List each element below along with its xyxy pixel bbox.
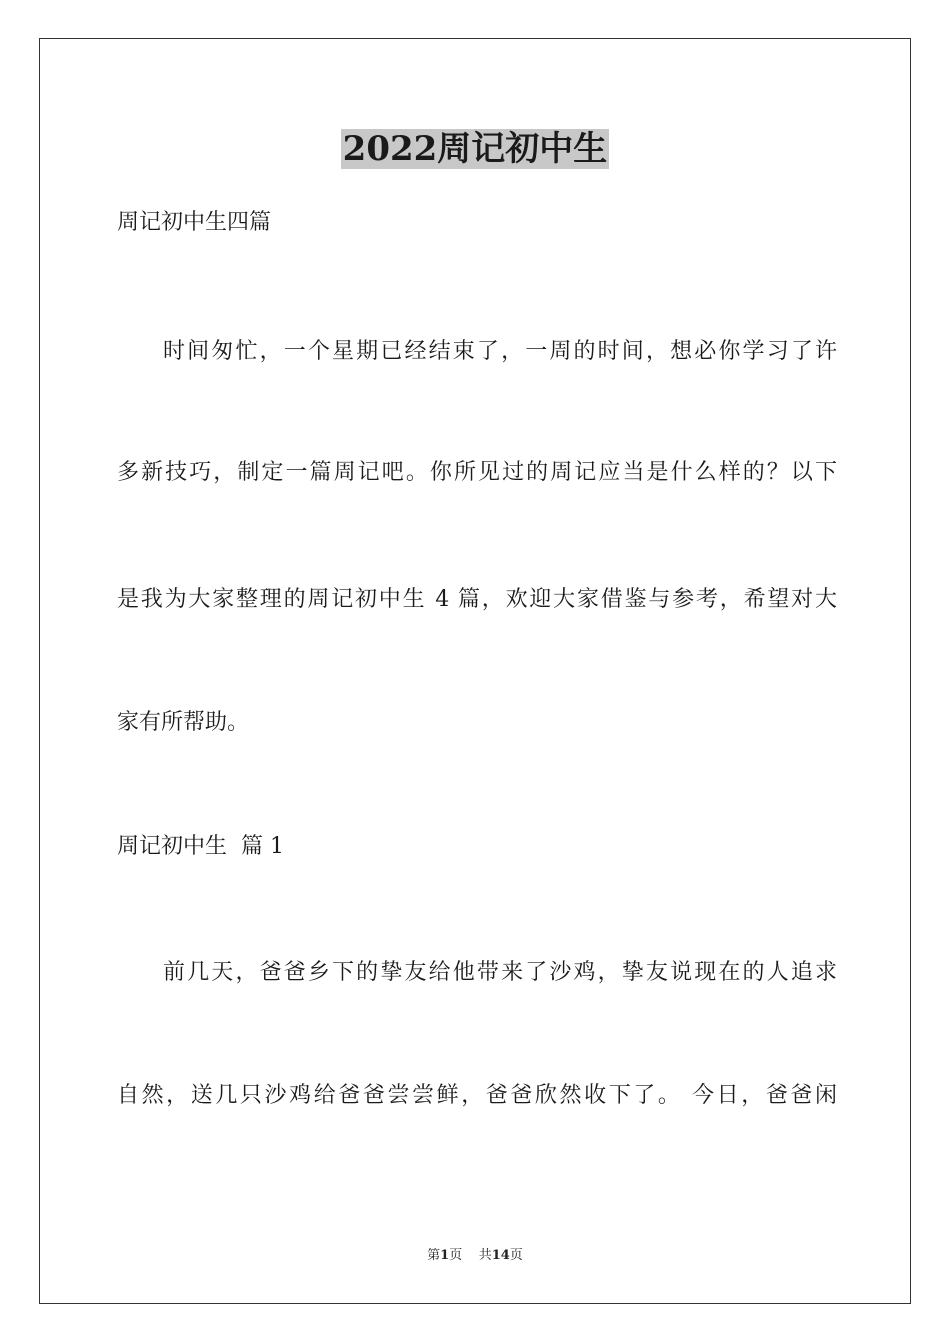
document-title-text: 2022周记初中生 <box>342 129 608 169</box>
document-subtitle: 周记初中生四篇 <box>117 210 272 235</box>
intro-line: 家有所帮助。 <box>117 710 250 735</box>
page-footer <box>0 1247 950 1265</box>
document-title <box>0 126 950 172</box>
section-heading: 周记初中生 篇 1 <box>117 834 284 859</box>
total-prefix: 共 <box>478 1248 492 1263</box>
total-suffix: 页 <box>509 1248 523 1263</box>
section-line: 自然，送几只沙鸡给爸爸尝尝鲜，爸爸欣然收下了。 今日，爸爸闲 <box>117 1083 837 1108</box>
page-suffix: 页 <box>449 1248 463 1263</box>
section-line: 前几天，爸爸乡下的挚友给他带来了沙鸡，挚友说现在的人追求 <box>163 960 837 985</box>
intro-line: 是我为大家整理的周记初中生 4 篇，欢迎大家借鉴与参考，希望对大 <box>117 587 837 612</box>
intro-line: 多新技巧，制定一篇周记吧。你所见过的周记应当是什么样的？以下 <box>117 460 837 485</box>
intro-line: 时间匆忙，一个星期已经结束了，一周的时间，想必你学习了许 <box>163 339 837 364</box>
page-prefix: 第 <box>427 1248 441 1263</box>
page-number: 1 <box>440 1248 450 1263</box>
page-total: 14 <box>491 1248 510 1263</box>
